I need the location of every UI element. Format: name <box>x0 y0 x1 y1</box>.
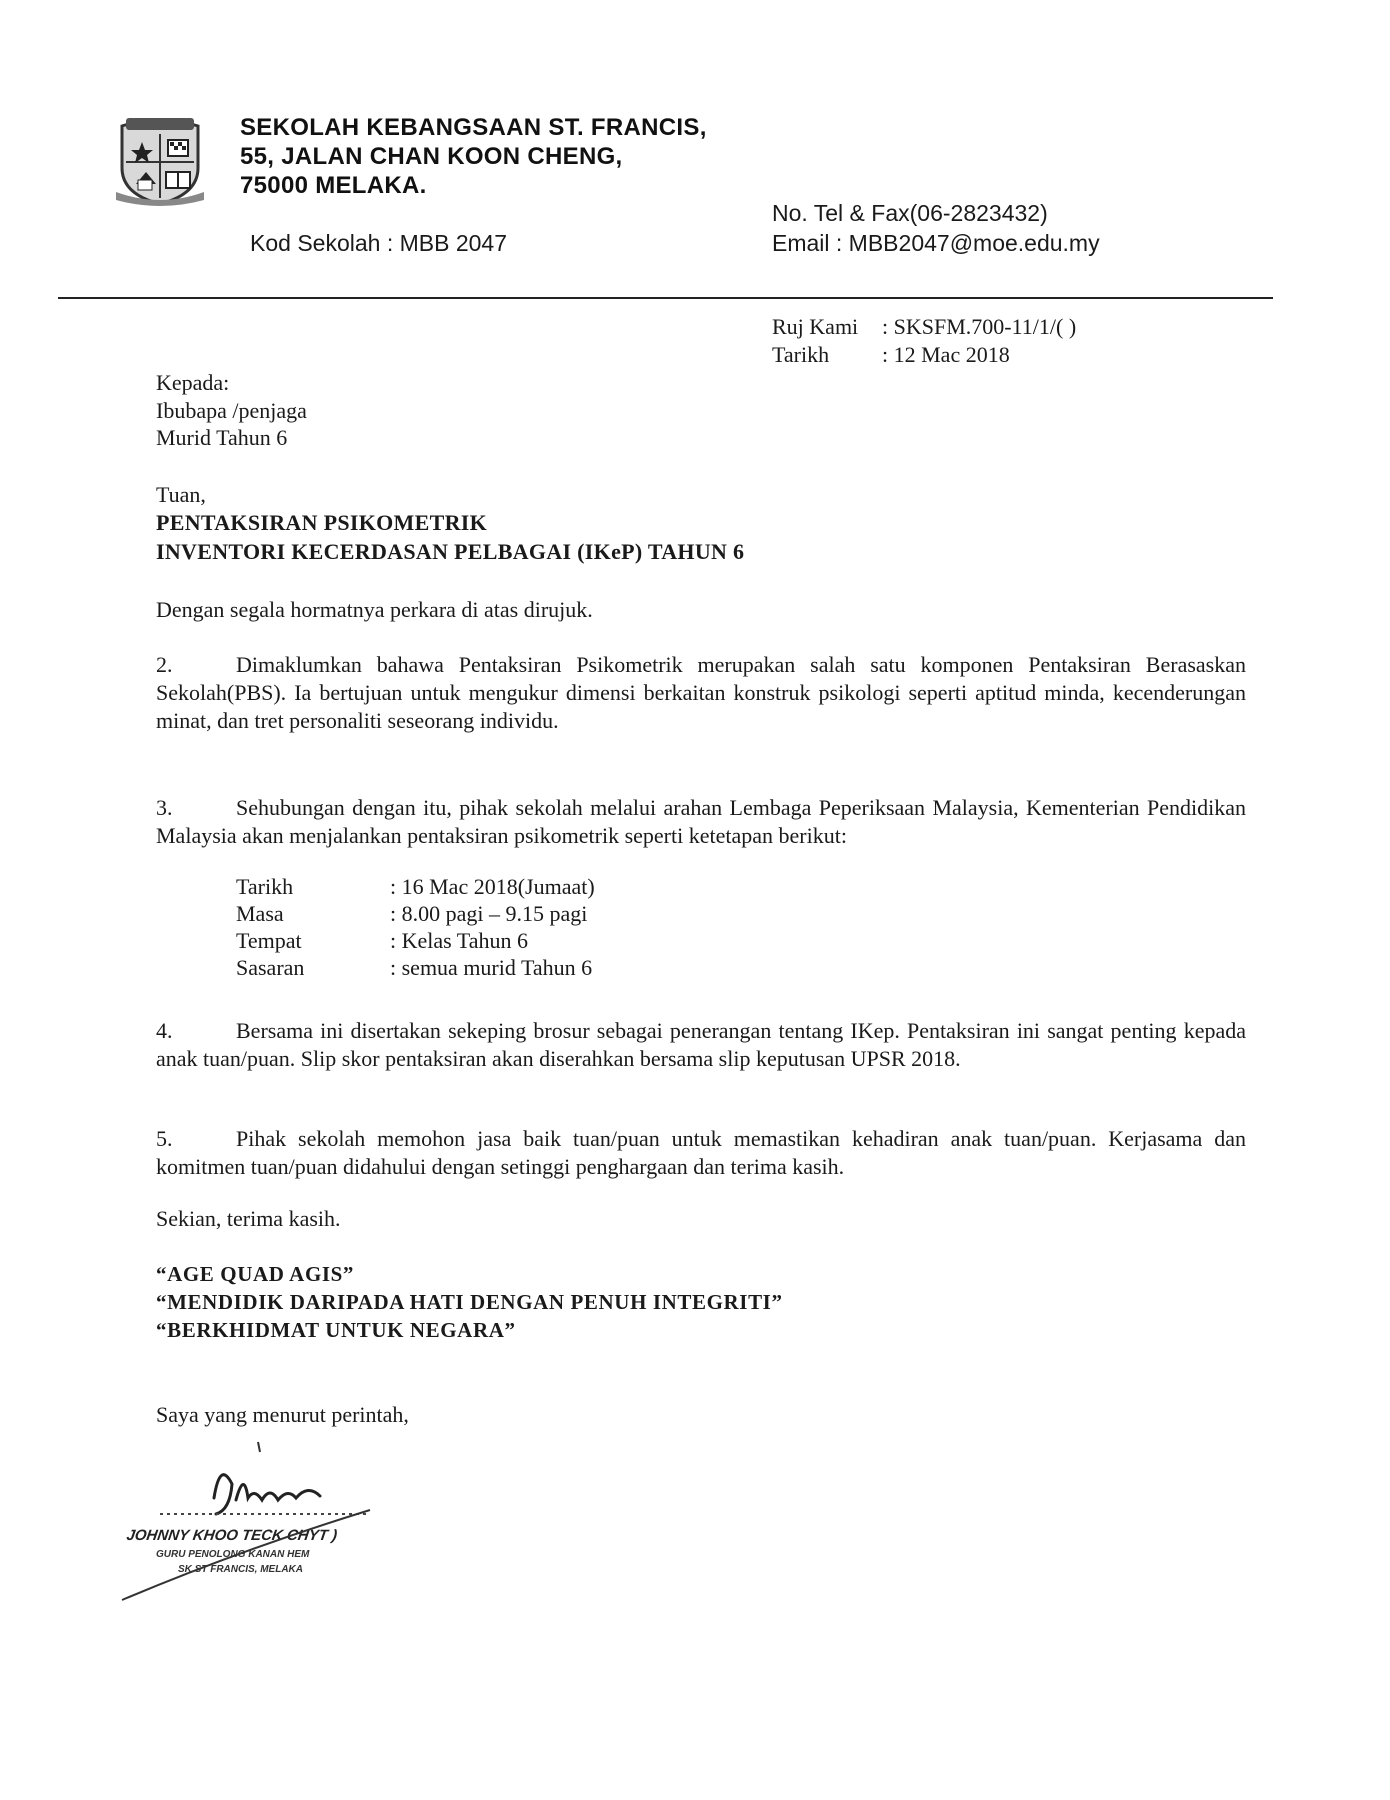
school-name-line: SEKOLAH KEBANGSAAN ST. FRANCIS, <box>240 114 707 141</box>
paragraph-5 <box>156 1125 1246 1181</box>
motto-line: “MENDIDIK DARIPADA HATI DENGAN PENUH INTEGRITI” <box>156 1290 783 1314</box>
motto-line: “AGE QUAD AGIS” <box>156 1262 355 1286</box>
svg-text:SK ST FRANCIS, MELAKA: SK ST FRANCIS, MELAKA <box>178 1564 303 1575</box>
detail-label: Tarikh <box>236 874 294 899</box>
school-address-line: 55, JALAN CHAN KOON CHENG, <box>240 143 623 170</box>
paragraph-text: Pihak sekolah memohon jasa baik tuan/puan untuk memastikan kehadiran anak tuan/puan. Kerjasama dan komitmen tuan/puan didahului dengan setinggi penghargaan dan terima kasih. <box>156 1126 1246 1179</box>
reference-number <box>772 314 1076 340</box>
recipient-line: Kepada: <box>156 370 230 395</box>
school-code: Kod Sekolah : MBB 2047 <box>250 230 507 256</box>
paragraph-number: 4. <box>156 1018 173 1043</box>
paragraph-number: 5. <box>156 1126 173 1151</box>
letterhead-divider <box>58 297 1273 299</box>
svg-text:GURU PENOLONG KANAN HEM: GURU PENOLONG KANAN HEM <box>156 1549 310 1560</box>
paragraph-text: Bersama ini disertakan sekeping brosur sebagai penerangan tentang IKep. Pentaksiran ini sangat penting kepada anak tuan/puan. Slip skor pentaksiran akan diserahkan bersama slip keputusan UPSR 2018. <box>156 1018 1246 1071</box>
subject-line: PENTAKSIRAN PSIKOMETRIK <box>156 510 488 535</box>
date-label: Tarikh <box>772 342 830 367</box>
svg-text:JOHNNY KHOO TECK CHYT ): JOHNNY KHOO TECK CHYT ) <box>125 1527 339 1544</box>
detail-value: : 8.00 pagi – 9.15 pagi <box>390 901 588 926</box>
assessment-details <box>236 873 595 981</box>
school-crest-icon <box>112 112 208 208</box>
detail-row <box>236 954 595 981</box>
detail-label: Tempat <box>236 928 302 953</box>
date-value: : 12 Mac 2018 <box>882 342 1010 367</box>
reference-label: Ruj Kami <box>772 314 859 339</box>
detail-label: Masa <box>236 901 284 926</box>
detail-row <box>236 873 595 900</box>
school-city-line: 75000 MELAKA. <box>240 172 427 199</box>
closing-sentence: Sekian, terima kasih. <box>156 1206 341 1231</box>
subject-line: INVENTORI KECERDASAN PELBAGAI (IKeP) TAHUN 6 <box>156 539 745 564</box>
detail-row <box>236 927 595 954</box>
paragraph-number: 2. <box>156 652 173 677</box>
detail-value: : 16 Mac 2018(Jumaat) <box>390 874 595 899</box>
sign-off: Saya yang menurut perintah, <box>156 1402 409 1427</box>
recipient-line: Murid Tahun 6 <box>156 425 288 450</box>
paragraph-3 <box>156 794 1246 850</box>
detail-label: Sasaran <box>236 955 305 980</box>
detail-row <box>236 900 595 927</box>
salutation: Tuan, <box>156 482 206 507</box>
letter-date <box>772 342 1010 368</box>
opening-sentence: Dengan segala hormatnya perkara di atas dirujuk. <box>156 597 593 622</box>
recipient-line: Ibubapa /penjaga <box>156 398 307 423</box>
email: Email : MBB2047@moe.edu.my <box>772 230 1100 256</box>
motto-line: “BERKHIDMAT UNTUK NEGARA” <box>156 1318 516 1342</box>
paragraph-2 <box>156 651 1246 735</box>
paragraph-4 <box>156 1017 1246 1073</box>
tel-fax: No. Tel & Fax(06-2823432) <box>772 200 1048 226</box>
handwritten-signature-icon <box>120 1440 440 1605</box>
detail-value: : Kelas Tahun 6 <box>390 928 528 953</box>
paragraph-text: Sehubungan dengan itu, pihak sekolah melalui arahan Lembaga Peperiksaan Malaysia, Kementerian Pendidikan Malaysia akan menjalankan pentaksiran psikometrik seperti ketetapan berikut: <box>156 795 1246 848</box>
reference-value: : SKSFM.700-11/1/( ) <box>882 314 1077 339</box>
detail-value: : semua murid Tahun 6 <box>390 955 593 980</box>
paragraph-text: Dimaklumkan bahawa Pentaksiran Psikometrik merupakan salah satu komponen Pentaksiran Berasaskan Sekolah(PBS). Ia bertujuan untuk mengukur dimensi berkaitan konstruk psikologi seperti aptitud minda, kecenderungan minat, dan tret personaliti seseorang individu. <box>156 652 1246 733</box>
paragraph-number: 3. <box>156 795 173 820</box>
